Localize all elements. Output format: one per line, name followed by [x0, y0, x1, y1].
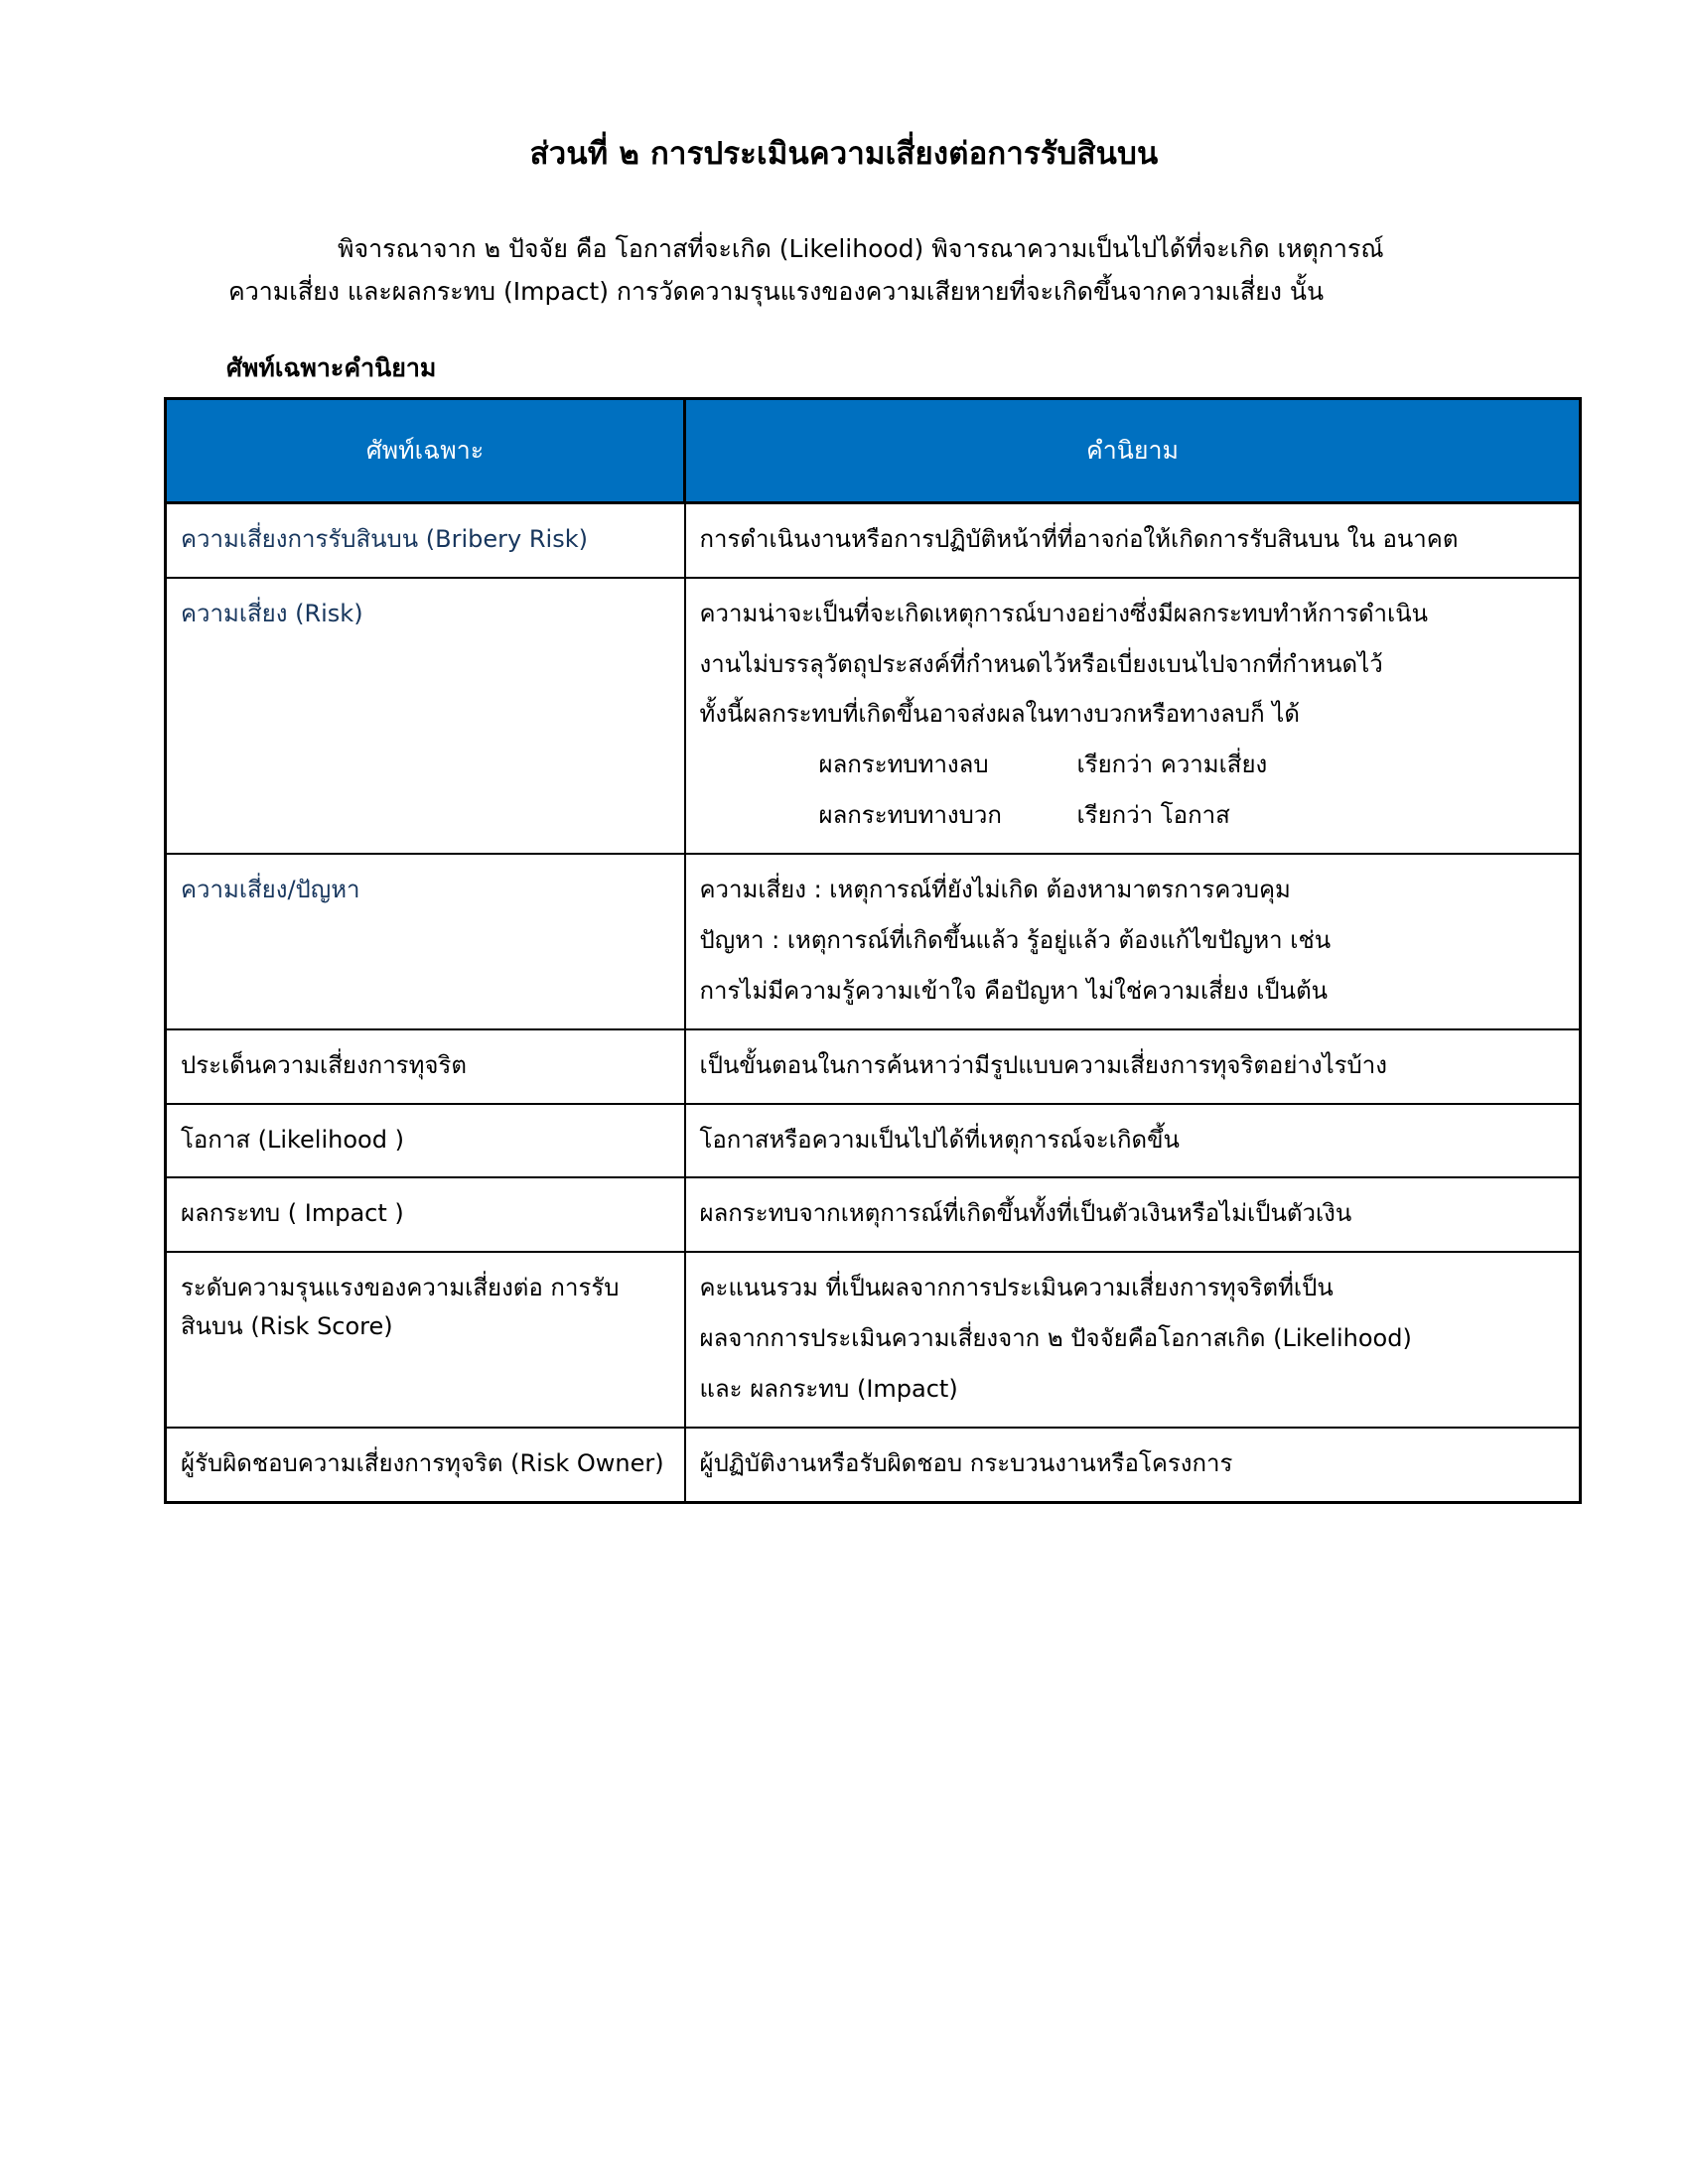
term-text: ความเสี่ยงการรับสินบน (Bribery Risk) — [181, 524, 588, 553]
table-row — [166, 1428, 1581, 1502]
sub-line-value: เรียกว่า ความเสี่ยง — [1076, 751, 1268, 779]
term-cell — [166, 1428, 685, 1502]
definition-cell — [685, 1428, 1581, 1502]
term-cell — [166, 1029, 685, 1104]
table-body — [166, 502, 1581, 1502]
term-text: ผลกระทบ ( Impact ) — [181, 1199, 404, 1228]
sub-line-value: เรียกว่า โอกาส — [1076, 801, 1230, 830]
table-row — [166, 1029, 1581, 1104]
term-text: ความเสี่ยง/ปัญหา — [181, 876, 360, 904]
definition-line: ความเสี่ยง : เหตุการณ์ที่ยังไม่เกิด ต้องหามาตรการควบคุม — [699, 876, 1291, 904]
page-title: ส่วนที่ ๒ การประเมินความเสี่ยงต่อการรับสินบน — [529, 136, 1159, 172]
term-cell — [166, 502, 685, 577]
term-cell — [166, 578, 685, 854]
definition-sub-line — [700, 796, 1566, 835]
term-text: ความเสี่ยง (Risk) — [181, 599, 363, 627]
definition-line: ปัญหา : เหตุการณ์ที่เกิดขึ้นแล้ว รู้อยู่แล้ว ต้องแก้ไขปัญหา เช่น — [699, 925, 1332, 954]
table-row — [166, 502, 1581, 577]
definition-cell — [685, 854, 1581, 1029]
table-row — [166, 1104, 1581, 1178]
intro-paragraph — [0, 176, 1688, 313]
term-text: โอกาส (Likelihood ) — [181, 1125, 404, 1154]
term-text: ประเด็นความเสี่ยงการทุจริต — [181, 1050, 467, 1079]
intro-line-2: ความเสี่ยง และผลกระทบ (Impact) การวัดความรุนแรงของความเสียหายที่จะเกิดขึ้นจากความเสี่ยง นั้น — [228, 276, 1325, 306]
section-label: ศัพท์เฉพาะคำนิยาม — [226, 352, 437, 382]
table-row — [166, 1177, 1581, 1252]
definition-line: การไม่มีความรู้ความเข้าใจ คือปัญหา ไม่ใช่ความเสี่ยง เป็นต้น — [699, 976, 1329, 1005]
term-text: ผู้รับผิดชอบความเสี่ยงการทุจริต (Risk Owner) — [181, 1448, 664, 1477]
definition-cell — [685, 578, 1581, 854]
definition-cell — [685, 1252, 1581, 1428]
intro-line-1: พิจารณาจาก ๒ ปัจจัย คือ โอกาสที่จะเกิด (Likelihood) พิจารณาความเป็นไปได้ที่จะเกิด เหตุการณ์ — [338, 233, 1384, 263]
definition-line: เป็นขั้นตอนในการค้นหาว่ามีรูปแบบความเสี่ยงการทุจริตอย่างไรบ้าง — [699, 1050, 1387, 1079]
definition-line: ผลจากการประเมินความเสี่ยงจาก ๒ ปัจจัยคือโอกาสเกิด (Likelihood) — [699, 1324, 1412, 1353]
terms-table-container — [0, 385, 1688, 1504]
term-cell — [166, 1177, 685, 1252]
definition-line: ผู้ปฏิบัติงานหรือรับผิดชอบ กระบวนงานหรือโครงการ — [699, 1448, 1233, 1477]
definition-line: และ ผลกระทบ (Impact) — [699, 1375, 958, 1404]
definition-line: ความน่าจะเป็นที่จะเกิดเหตุการณ์บางอย่างซึ่งมีผลกระทบทำห้การดำเนิน — [699, 599, 1429, 627]
column-header-term: ศัพท์เฉพาะ — [166, 398, 685, 502]
sub-line-label: ผลกระทบทางลบ — [818, 751, 989, 779]
definition-cell — [685, 1029, 1581, 1104]
table-header-row — [166, 398, 1581, 502]
definition-line: ผลกระทบจากเหตุการณ์ที่เกิดขึ้นทั้งที่เป็นตัวเงินหรือไม่เป็นตัวเงิน — [699, 1199, 1352, 1228]
table-row — [166, 854, 1581, 1029]
definition-line: การดำเนินงานหรือการปฏิบัติหน้าที่ที่อาจก่อให้เกิดการรับสินบน ใน อนาคต — [699, 524, 1459, 553]
definition-cell — [685, 1177, 1581, 1252]
term-cell — [166, 854, 685, 1029]
term-text: ระดับความรุนแรงของความเสี่ยงต่อ การรับสินบน (Risk Score) — [181, 1274, 620, 1341]
sub-line-label: ผลกระทบทางบวก — [818, 801, 1002, 830]
table-row — [166, 578, 1581, 854]
column-header-definition: คำนิยาม — [685, 398, 1581, 502]
table-header — [166, 398, 1581, 502]
definition-line: งานไม่บรรลุวัตถุประสงค์ที่กำหนดไว้หรือเบี่ยงเบนไปจากที่กำหนดไว้ — [699, 649, 1383, 678]
term-cell — [166, 1252, 685, 1428]
terms-definitions-table — [164, 397, 1582, 1504]
definition-line: โอกาสหรือความเป็นไปได้ที่เหตุการณ์จะเกิดขึ้น — [699, 1125, 1180, 1154]
definition-cell — [685, 1104, 1581, 1178]
term-cell — [166, 1104, 685, 1178]
table-row — [166, 1252, 1581, 1428]
definition-line: ทั้งนี้ผลกระทบที่เกิดขึ้นอาจส่งผลในทางบวกหรือทางลบก็ ได้ — [699, 700, 1300, 729]
definition-sub-line — [700, 746, 1566, 784]
definition-cell — [685, 502, 1581, 577]
definition-line: คะแนนรวม ที่เป็นผลจากการประเมินความเสี่ยงการทุจริตที่เป็น — [699, 1274, 1334, 1302]
